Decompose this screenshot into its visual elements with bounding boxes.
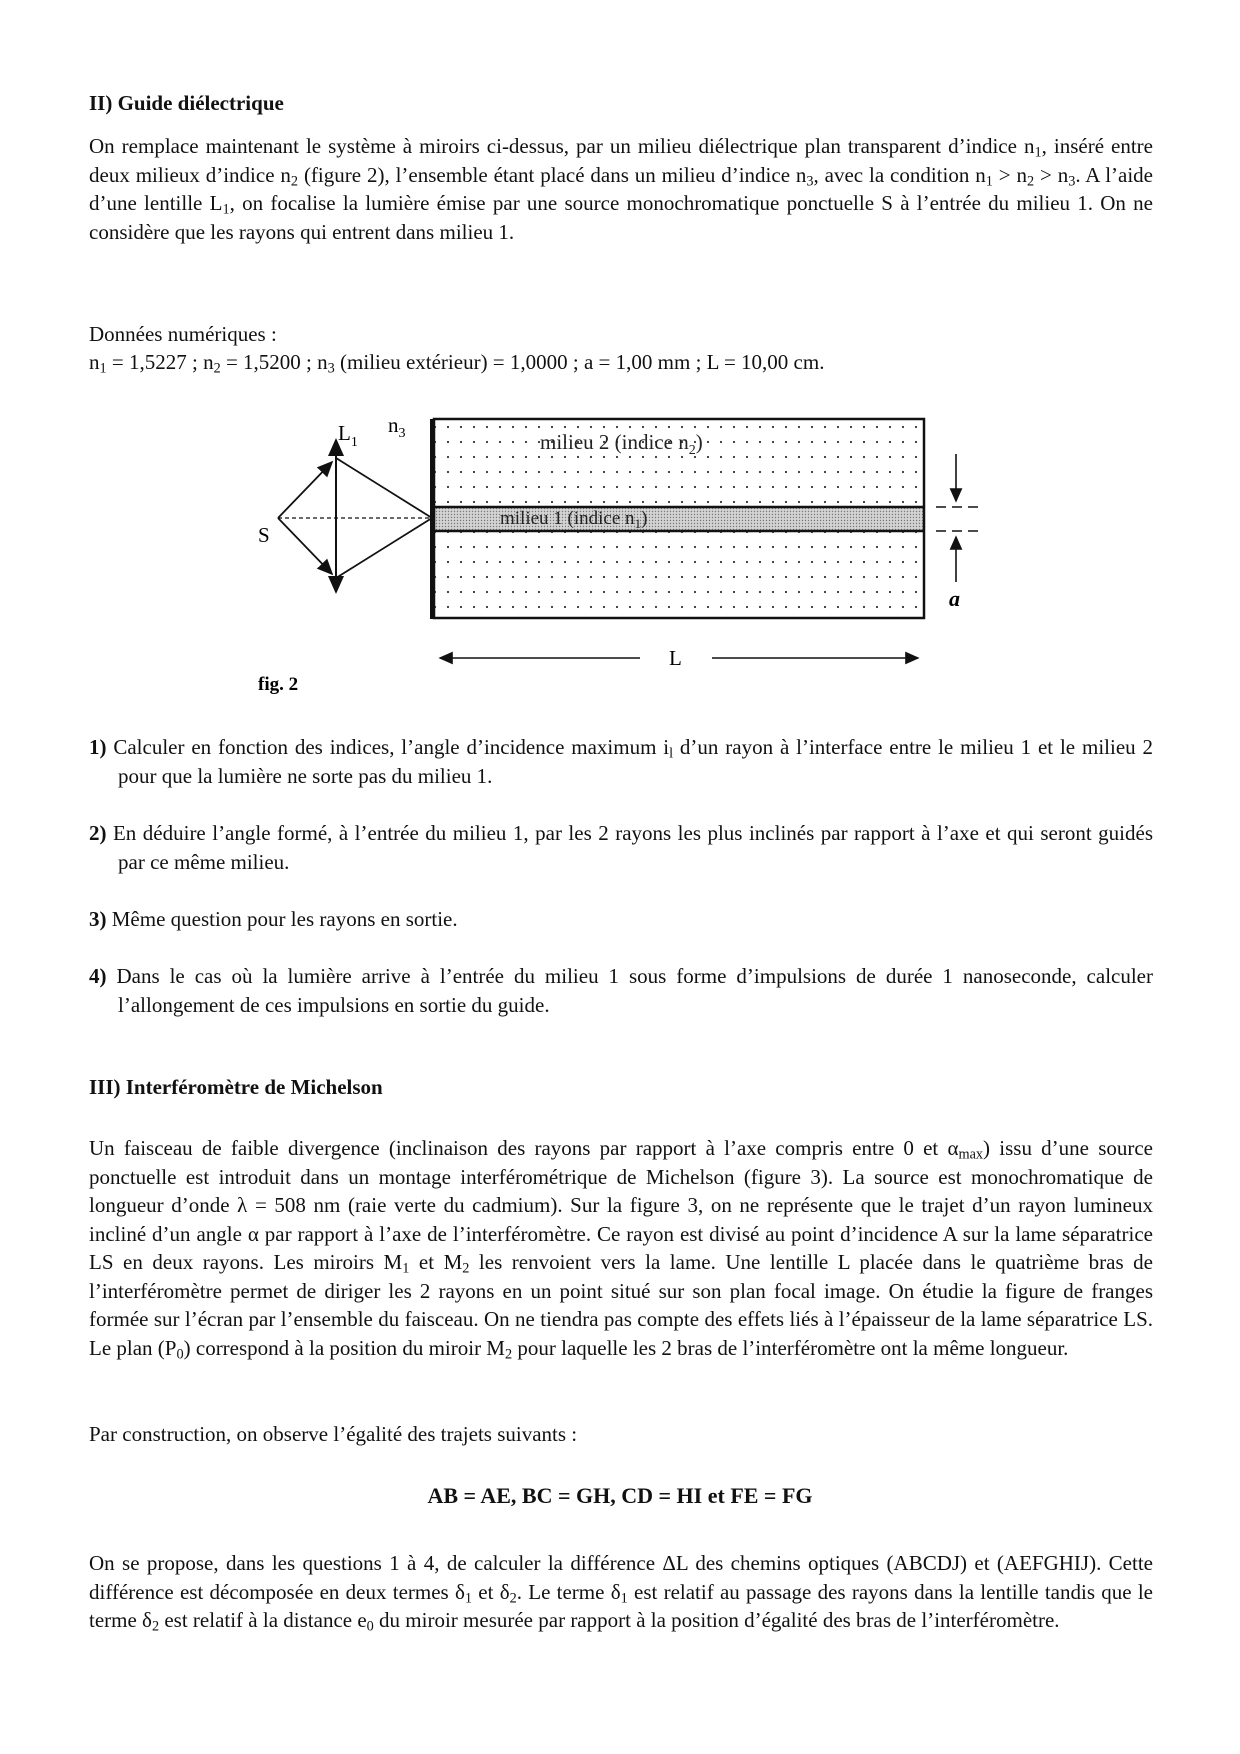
label-length-l: L [669, 646, 682, 670]
label-thickness-a: a [949, 586, 960, 611]
ray-upper-in [278, 462, 332, 518]
section-2-intro: On remplace maintenant le système à miroirs ci-dessus, par un milieu diélectrique plan transparent d’indice $n_1$, inséré entre deux milieux d’indice $n_2$ (figure 2), l’ensemble étant placé dans un milieu d’indice $n_3$, avec la condition $n_1 > n_2 > n_3$. A l’aide d’une lentille $L_1$, on focalise la lumière émise par une source monochromatique ponctuelle S à l’entrée du milieu 1. On ne considère que les rayons qui entrent dans milieu 1. [89, 134, 1153, 244]
ray-lower-out [336, 518, 432, 578]
label-lens-l1: $L_1$ [338, 421, 358, 450]
label-medium-1: milieu 1 (indice $n_1$) [500, 508, 648, 531]
figure-2-waveguide [0, 400, 1240, 710]
section-3-title: III) Interféromètre de Michelson [89, 1075, 383, 1099]
question-2-2: 2) En déduire l’angle formé, à l’entrée du milieu 1, par les 2 rayons les plus inclinés par rapport à l’axe et qui seront guidés par ce même milieu. [89, 821, 1153, 874]
section-3-paragraph-2: Par construction, on observe l’égalité des trajets suivants : [89, 1422, 578, 1446]
question-2-3: 3) Même question pour les rayons en sortie. [89, 907, 458, 931]
section-3-paragraph-3: On se propose, dans les questions 1 à 4, de calculer la différence ΔL des chemins optiques (ABCDJ) et (AEFGHIJ). Cette différence est décomposée en deux termes $\delta_1$ et $\delta_2$. Le terme $\delta_1$ est relatif au passage des rayons dans la lentille tandis que le terme $\delta_2$ est relatif à la distance $e_0$ du miroir mesurée par rapport à la position d’égalité des bras de l’interféromètre. [89, 1551, 1153, 1635]
section-3-paragraph-1: Un faisceau de faible divergence (inclinaison des rayons par rapport à l’axe compris entre 0 et $\alpha_{max}$) issu d’une source ponctuelle est introduit dans un montage interférométrique de Michelson (figure 3). La source est monochromatique de longueur d’onde λ = 508 nm (raie verte du cadmium). Sur la figure 3, on ne représente que le trajet d’un rayon lumineux incliné d’un angle α par rapport à l’axe de l’interféromètre. Ce rayon est divisé au point d’incidence A sur la lame séparatrice LS en deux rayons. Les miroirs $M_1$ et $M_2$ les renvoient vers la lame. Une lentille L placée dans le quatrième bras de l’interféromètre permet de diriger les 2 rayons en un point situé sur son plan focal image. On étudie la figure de franges formée sur l’écran par l’ensemble du faisceau. On ne tiendra pas compte des effets liés à l’épaisseur de la lame séparatrice LS. Le plan $(P_0)$ correspond à la position du miroir $M_2$ pour laquelle les 2 bras de l’interféromètre ont la même longueur. [89, 1136, 1154, 1363]
section-2-title: II) Guide diélectrique [89, 91, 284, 115]
numeric-data-values: $n_1 = 1,5227$ ; $n_2 = 1,5200$ ; $n_3$ (milieu extérieur) = 1,0000 ; a = 1,00 mm ; L = 10,00 cm. [89, 350, 825, 377]
question-2-4: 4) Dans le cas où la lumière arrive à l’entrée du milieu 1 sous forme d’impulsions de durée 1 nanoseconde, calculer l’allongement de ces impulsions en sortie du guide. [89, 964, 1153, 1017]
label-source-s: S [258, 523, 270, 547]
ray-lower-in [278, 518, 332, 574]
numeric-data-title: Données numériques : [89, 322, 277, 346]
label-medium-2: milieu 2 (indice $n_2$) [540, 430, 703, 458]
question-2-1: 1) Calculer en fonction des indices, l’angle d’incidence maximum $i_l$ d’un rayon à l’interface entre le milieu 1 et le milieu 2 pour que la lumière ne sorte pas du milieu 1. [89, 735, 1153, 788]
guide-medium-2-bottom [434, 531, 924, 618]
figure-2-caption: fig. 2 [258, 674, 299, 695]
ray-upper-out [336, 458, 432, 518]
label-n3: $n_3$ [388, 413, 406, 441]
path-equality-equation: AB = AE, BC = GH, CD = HI et FE = FG [427, 1483, 813, 1508]
